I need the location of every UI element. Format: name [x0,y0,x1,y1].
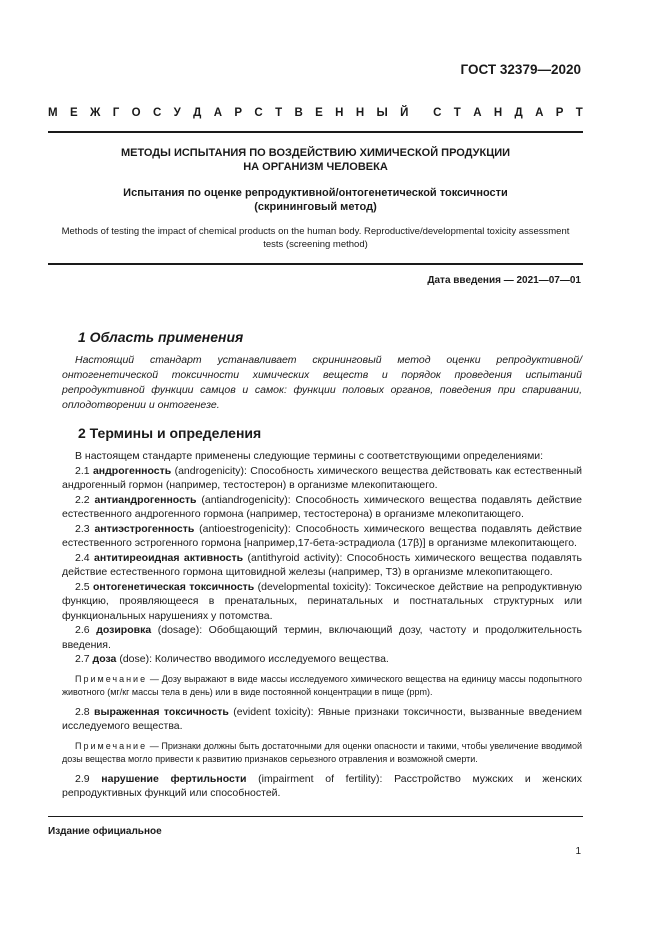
terms-container [62,464,582,667]
term-number: 2.5 [75,580,90,593]
term-name: антиэстрогенность [94,522,195,535]
subtitle-line-2: (скрининговый метод) [254,201,377,213]
term-name: дозировка [96,624,152,636]
standard-type-letter: С [254,107,263,119]
term-text: (dosage): Обобщающий термин, включающий дозу, частоту и продолжительность введения. [62,624,583,651]
term-number: 2.2 [75,493,90,506]
term-number: 2.1 [75,464,90,477]
standard-type-letter: А [473,107,482,119]
term-text: (impairment of fertility): Расстройство мужских и женских репродуктивных функций или способностей. [62,772,582,799]
term-name: выраженная токсичность [94,705,229,718]
note-2 [62,740,582,766]
term-number: 2.3 [75,522,90,535]
standard-type-letter: В [294,107,303,119]
title-rule [48,263,583,265]
section-1-text: Настоящий стандарт устанавливает скрининговый метод оценки репродуктивной/онтогенетической токсичности химических веществ и порядок проведения испытаний репродуктивной функции самцов и самок: функции половых органов, поведения при спаривании, оплодотворении и онтогенезе. [62,354,582,411]
section-2-heading: 2 Термины и определения [78,425,262,441]
introduction-date: Дата введения — 2021—07—01 [427,275,581,286]
standard-type-letter: Ы [376,107,388,119]
note-label: Примечание [75,673,148,684]
term-number: 2.9 [75,772,90,785]
standard-type-letter: Т [575,107,583,119]
standard-type-letter: О [131,107,141,119]
standard-type-letter: Т [275,107,283,119]
standard-type-letter: Ж [89,107,101,119]
term-definition [62,493,582,522]
term-name: антитиреоидная активность [94,551,244,564]
term-definition [62,464,582,493]
term-name: доза [92,653,117,665]
standard-type-letter: А [213,107,223,119]
term-number: 2.7 [75,653,90,665]
term-text: (androgenicity): Способность химического вещества действовать как естественный андрогенный гормон (например, тестостерон) в организме млекопитающего. [62,464,583,491]
term-name: антиандрогенность [94,493,197,506]
standard-type-heading [48,107,583,119]
terms-intro: В настоящем стандарте применены следующие термины с соответствующими определениями: [75,450,544,462]
standard-type-letter: Н [355,107,365,119]
term-definition [62,522,582,551]
standard-type-letter: Т [453,107,461,119]
document-subtitle [48,186,583,214]
note-label: Примечание [75,740,148,751]
standard-type-letter: Н [493,107,503,119]
standard-type-letter: Н [335,107,344,119]
gost-number: ГОСТ 32379—2020 [460,62,581,77]
standard-type-letter: А [535,107,544,119]
term-number: 2.6 [75,624,90,636]
term-text: (developmental toxicity): Токсическое действие на репродуктивную функцию, проявляющееся в пренатальных, перинатальных и постнатальных структурных или функциональных нарушениях у потомства. [62,580,583,622]
title-line-2: НА ОРГАНИЗМ ЧЕЛОВЕКА [243,161,388,173]
term-name: онтогенетическая токсичность [93,580,255,593]
term-text: (dose): Количество вводимого исследуемого вещества. [116,653,389,665]
term-definition [62,652,582,667]
term-text: (antioestrogenicity): Способность химического вещества подавлять действие естественного эстрогенного гормона [например,17-бета-эстрадиола (17β)] в организме млекопитающего. [62,522,582,549]
title-line-1: МЕТОДЫ ИСПЫТАНИЯ ПО ВОЗДЕЙСТВИЮ ХИМИЧЕСКОЙ ПРОДУКЦИИ [120,147,511,159]
english-title [48,225,583,251]
page-number: 1 [575,846,581,857]
standard-type-letter: М [48,107,58,119]
standard-type-letter: Е [315,107,323,119]
term-number: 2.4 [75,551,90,564]
term-name: андрогенность [92,464,172,477]
section-1-heading: 1 Область применения [78,329,244,345]
standard-type-letter: Р [234,107,243,119]
note-1 [62,673,582,699]
term-text: (evident toxicity): Явные признаки токсичности, вызванные введением исследуемого вещества. [62,705,583,732]
edition-label: Издание официальное [48,826,162,837]
term-definition [62,580,582,624]
term-number: 2.8 [75,705,90,718]
document-title [48,146,583,174]
standard-type-letter: Д [193,107,202,119]
english-title-line-1: Methods of testing the impact of chemical products on the human body. Reproductive/developmental toxicity assessment [61,226,570,237]
standard-type-letter: Г [112,107,120,119]
term-definition [62,705,582,734]
terms-list [62,449,582,801]
english-title-line-2: tests (screening method) [263,239,368,250]
standard-type-letter: Е [69,107,78,119]
subtitle-line-1: Испытания по оценке репродуктивной/онтогенетической токсичности [123,187,508,199]
standard-type-letter: С [433,107,442,119]
term-text: (antithyroid activity): Способность химического вещества подавлять действие естественного гормона щитовидной железы (например, Т3) в организме млекопитающего. [62,551,583,578]
standard-type-letter: У [173,107,181,119]
standard-type-letter: Р [555,107,564,119]
term-name: нарушение фертильности [101,772,247,785]
term-definition [62,551,582,580]
term-definition [62,623,582,652]
header-rule [48,131,583,133]
standard-type-letter: С [152,107,162,119]
note-text: — Признаки должны быть достаточными для оценки опасности и такими, чтобы увеличение вводимой дозы вещества могло привести к развитию признаков серьезного отравления и возможной смерти. [62,740,582,764]
term-text: (antiandrogenicity): Способность химического вещества подавлять действие естественного андрогенного гормона (например, тестостерона) в организме млекопитающего. [62,493,582,520]
standard-type-letter: Д [514,107,523,119]
standard-type-letter: Й [400,107,409,119]
footer-rule [48,816,583,817]
note-text: — Дозу выражают в виде массы исследуемого химического вещества на единицу массы подопытного животного (мг/кг массы тела в день) или в виде постоянной концентрации в пище (ppm). [62,673,582,697]
term-definition [62,772,582,801]
